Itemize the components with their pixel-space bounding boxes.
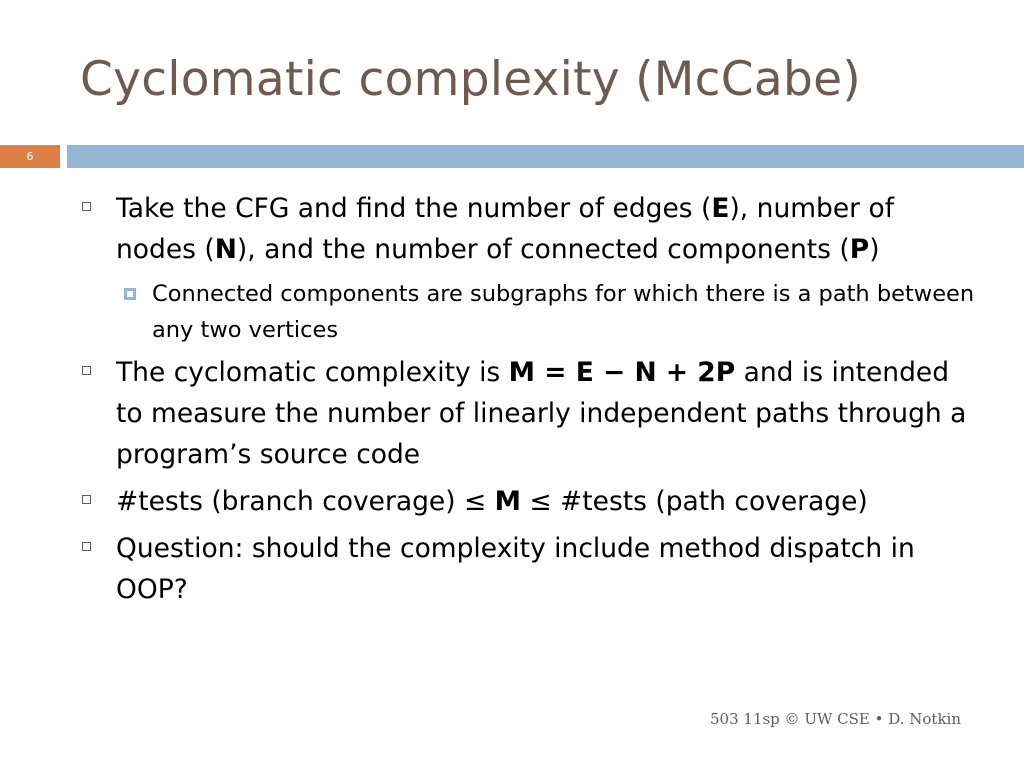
bullet-cfg-counts <box>80 188 980 270</box>
sub-bullet-connected-components <box>80 276 980 348</box>
bullet-text: and is intended to measure the number of linearly independent paths through a program’s source code <box>116 357 967 470</box>
slide-body <box>80 188 980 616</box>
hollow-square-bullet-icon <box>82 366 91 375</box>
cyclomatic-formula: M = E − N + 2P <box>508 357 736 388</box>
bullet-text: ) <box>869 234 880 265</box>
slide-footer: 503 11sp © UW CSE • D. Notkin <box>710 710 961 728</box>
filled-square-bullet-icon <box>124 288 136 300</box>
bullet-text: ), and the number of connected components ( <box>236 234 850 265</box>
hollow-square-bullet-icon <box>82 202 91 211</box>
bullet-question <box>80 528 980 610</box>
bullet-text: Question: should the complexity include method dispatch in OOP? <box>116 533 915 605</box>
bullet-text: ), number of nodes ( <box>116 193 895 265</box>
hollow-square-bullet-icon <box>82 542 91 551</box>
slide-title: Cyclomatic complexity (McCabe) <box>80 52 861 107</box>
bullet-test-bounds <box>80 481 980 522</box>
sub-bullet-text: Connected components are subgraphs for which there is a path between any two vertices <box>152 281 975 343</box>
components-symbol: P <box>849 234 870 265</box>
title-divider-band <box>67 145 1024 168</box>
edges-symbol: E <box>711 193 730 224</box>
hollow-square-bullet-icon <box>82 495 91 504</box>
bullet-text: Take the CFG and find the number of edges ( <box>116 193 712 224</box>
nodes-symbol: N <box>214 234 237 265</box>
bullet-text: The cyclomatic complexity is <box>116 357 509 388</box>
bullet-text: ≤ #tests (path coverage) <box>521 486 868 517</box>
m-symbol: M <box>494 486 521 517</box>
bullet-text: #tests (branch coverage) ≤ <box>116 486 495 517</box>
bullet-formula <box>80 352 980 475</box>
slide-number: 6 <box>0 145 60 168</box>
